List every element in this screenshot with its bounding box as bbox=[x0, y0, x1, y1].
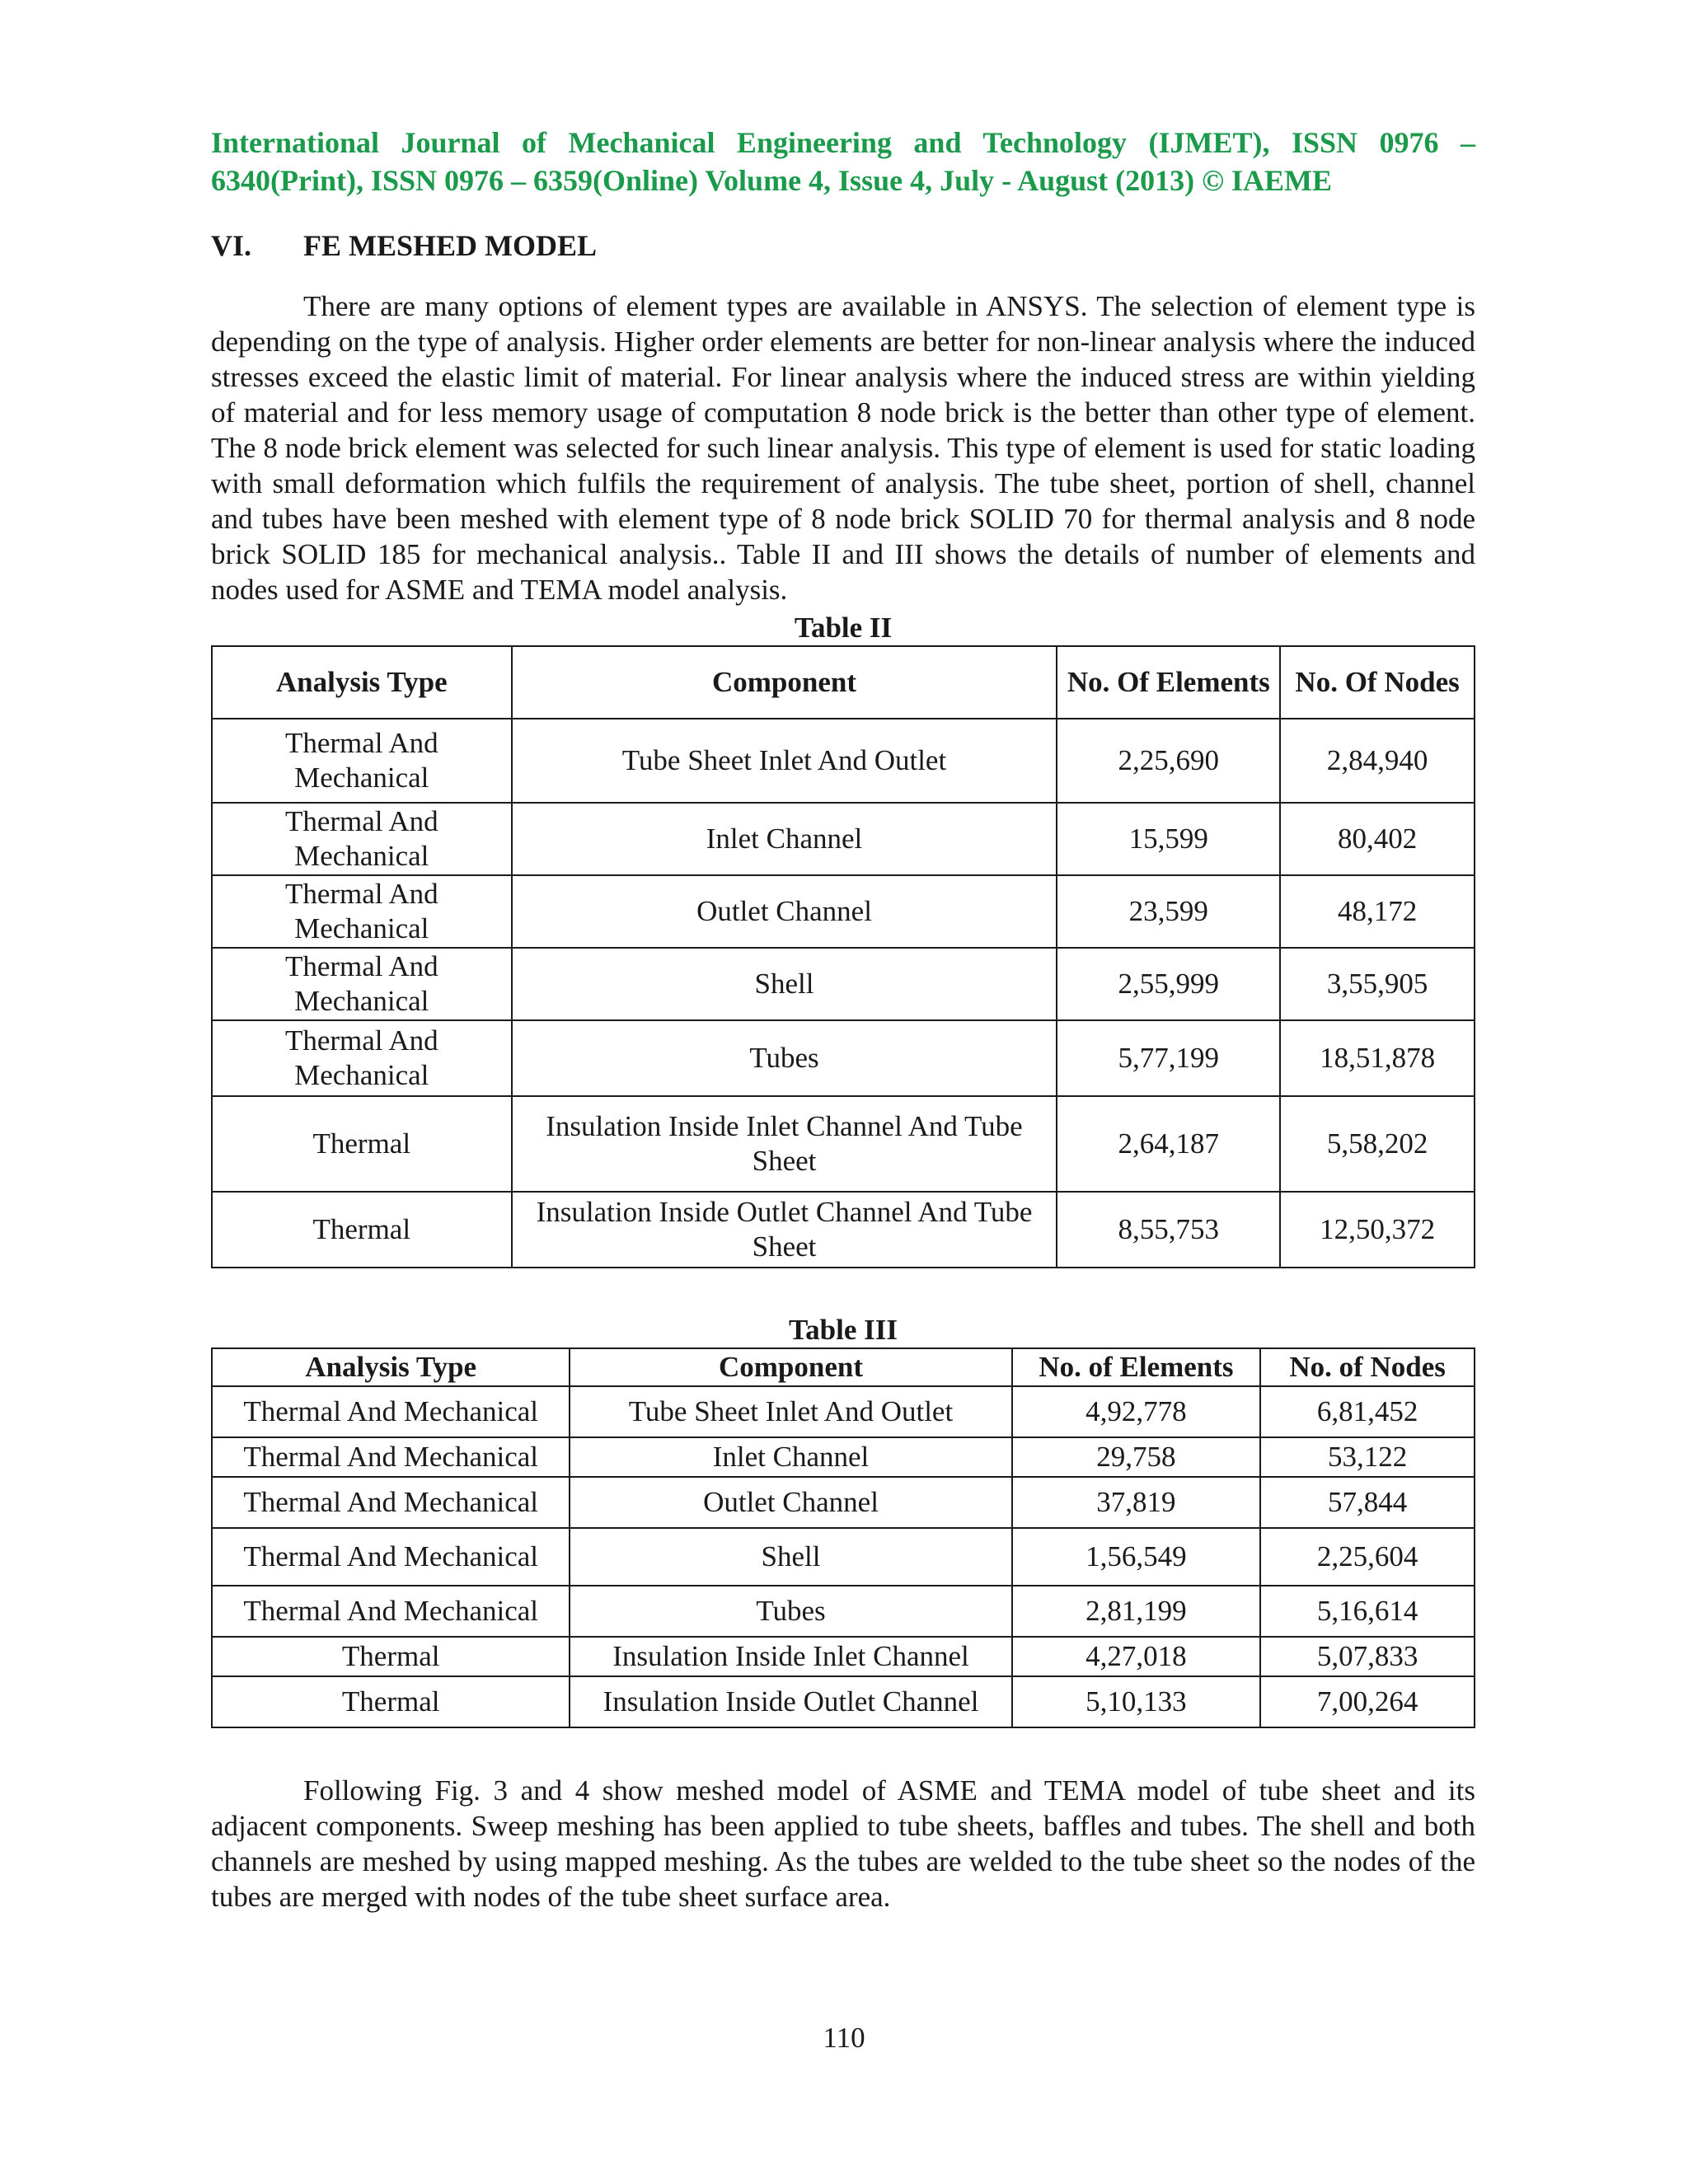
table2-cell-nodes: 48,172 bbox=[1280, 875, 1475, 948]
table-row bbox=[212, 1096, 1475, 1192]
table3-cell-elements: 4,92,778 bbox=[1012, 1386, 1261, 1437]
table3-header-row bbox=[212, 1348, 1475, 1386]
table3-cell-component: Tube Sheet Inlet And Outlet bbox=[570, 1386, 1011, 1437]
table-row bbox=[212, 1477, 1475, 1528]
table-row bbox=[212, 1528, 1475, 1586]
table3-cell-elements: 5,10,133 bbox=[1012, 1676, 1261, 1727]
table-spacer bbox=[211, 1728, 1475, 1773]
table2-cell-nodes: 5,58,202 bbox=[1280, 1096, 1475, 1192]
table3-cell-elements: 2,81,199 bbox=[1012, 1586, 1261, 1637]
table2-cell-elements: 2,55,999 bbox=[1057, 948, 1280, 1020]
table2-cell-analysis: Thermal And Mechanical bbox=[212, 803, 512, 875]
table3-header-analysis: Analysis Type bbox=[212, 1348, 570, 1386]
table3-cell-component: Shell bbox=[570, 1528, 1011, 1586]
table3-header-nodes: No. of Nodes bbox=[1260, 1348, 1475, 1386]
table3-cell-nodes: 5,16,614 bbox=[1260, 1586, 1475, 1637]
table2-cell-component: Outlet Channel bbox=[512, 875, 1057, 948]
table3-cell-component: Inlet Channel bbox=[570, 1437, 1011, 1477]
table2-cell-analysis: Thermal And Mechanical bbox=[212, 719, 512, 803]
page-number: 110 bbox=[823, 2022, 865, 2054]
table3-cell-analysis: Thermal bbox=[212, 1676, 570, 1727]
table2-cell-elements: 2,64,187 bbox=[1057, 1096, 1280, 1192]
table3-cell-elements: 4,27,018 bbox=[1012, 1637, 1261, 1676]
table2-header-component: Component bbox=[512, 646, 1057, 719]
table3-cell-nodes: 6,81,452 bbox=[1260, 1386, 1475, 1437]
table3-header-component: Component bbox=[570, 1348, 1011, 1386]
table3-cell-nodes: 57,844 bbox=[1260, 1477, 1475, 1528]
table-row bbox=[212, 1020, 1475, 1096]
table3-cell-component: Insulation Inside Inlet Channel bbox=[570, 1637, 1011, 1676]
table3-cell-nodes: 5,07,833 bbox=[1260, 1637, 1475, 1676]
table-row bbox=[212, 1192, 1475, 1268]
table-row bbox=[212, 1637, 1475, 1676]
table-row bbox=[212, 948, 1475, 1020]
table2-cell-elements: 15,599 bbox=[1057, 803, 1280, 875]
table2-header-row bbox=[212, 646, 1475, 719]
table-row bbox=[212, 875, 1475, 948]
table-row bbox=[212, 1586, 1475, 1637]
table2-cell-elements: 8,55,753 bbox=[1057, 1192, 1280, 1268]
table3-cell-elements: 1,56,549 bbox=[1012, 1528, 1261, 1586]
table2-cell-elements: 2,25,690 bbox=[1057, 719, 1280, 803]
table3-cell-analysis: Thermal And Mechanical bbox=[212, 1586, 570, 1637]
table2-cell-component: Shell bbox=[512, 948, 1057, 1020]
closing-paragraph: Following Fig. 3 and 4 show meshed model of ASME and TEMA model of tube sheet and its adjacent components. Sweep meshing has been applied to tube sheets, baffles and tubes. The shell and both channels are meshed by using mapped meshing. As the tubes are welded to the tube sheet so the nodes of the tubes are merged with nodes of the tube sheet surface area. bbox=[211, 1774, 1475, 1913]
table2-caption: Table II bbox=[794, 612, 893, 644]
table3-cell-analysis: Thermal And Mechanical bbox=[212, 1437, 570, 1477]
intro-paragraph: There are many options of element types are available in ANSYS. The selection of element type is depending on the type of analysis. Higher order elements are better for non-linear analysis where the induced stresses exceed the elastic limit of material. For linear analysis where the induced stress are within yielding of material and for less memory usage of computation 8 node brick is the better than other type of element. The 8 node brick element was selected for such linear analysis. This type of element is used for static loading with small deformation which fulfils the requirement of analysis. The tube sheet, portion of shell, channel and tubes have been meshed with element type of 8 node brick SOLID 70 for thermal analysis and 8 node brick SOLID 185 for mechanical analysis.. Table II and III shows the details of number of elements and nodes used for ASME and TEMA model analysis. bbox=[211, 290, 1475, 606]
table3-caption: Table III bbox=[789, 1314, 898, 1346]
table2-cell-component: Tubes bbox=[512, 1020, 1057, 1096]
section-heading bbox=[211, 227, 1475, 264]
table-row bbox=[212, 719, 1475, 803]
table2-cell-nodes: 12,50,372 bbox=[1280, 1192, 1475, 1268]
table3-cell-analysis: Thermal And Mechanical bbox=[212, 1528, 570, 1586]
table2-header-analysis: Analysis Type bbox=[212, 646, 512, 719]
table3-cell-component: Outlet Channel bbox=[570, 1477, 1011, 1528]
table3-header-elements: No. of Elements bbox=[1012, 1348, 1261, 1386]
table2-header-nodes: No. Of Nodes bbox=[1280, 646, 1475, 719]
table3-cell-analysis: Thermal And Mechanical bbox=[212, 1386, 570, 1437]
table2-cell-analysis: Thermal bbox=[212, 1096, 512, 1192]
table2-cell-component: Insulation Inside Outlet Channel And Tube Sheet bbox=[512, 1192, 1057, 1268]
table3-cell-component: Tubes bbox=[570, 1586, 1011, 1637]
table-spacer bbox=[211, 1268, 1475, 1310]
table2-cell-elements: 5,77,199 bbox=[1057, 1020, 1280, 1096]
table2-cell-component: Tube Sheet Inlet And Outlet bbox=[512, 719, 1057, 803]
table2-cell-analysis: Thermal And Mechanical bbox=[212, 875, 512, 948]
table2-cell-nodes: 2,84,940 bbox=[1280, 719, 1475, 803]
journal-header: International Journal of Mechanical Engineering and Technology (IJMET), ISSN 0976 – 6340(Print), ISSN 0976 – 6359(Online) Volume 4, Issue 4, July - August (2013) © IAEME bbox=[211, 126, 1475, 197]
table2-cell-nodes: 18,51,878 bbox=[1280, 1020, 1475, 1096]
table3-cell-elements: 37,819 bbox=[1012, 1477, 1261, 1528]
table3-cell-elements: 29,758 bbox=[1012, 1437, 1261, 1477]
table3 bbox=[211, 1347, 1475, 1728]
table3-cell-analysis: Thermal bbox=[212, 1637, 570, 1676]
section-number: VI. bbox=[211, 229, 252, 262]
table2-cell-analysis: Thermal bbox=[212, 1192, 512, 1268]
table-row bbox=[212, 803, 1475, 875]
section-title: FE MESHED MODEL bbox=[303, 229, 598, 262]
table2-cell-analysis: Thermal And Mechanical bbox=[212, 948, 512, 1020]
page-content bbox=[211, 124, 1475, 1915]
table-row bbox=[212, 1676, 1475, 1727]
table2-cell-elements: 23,599 bbox=[1057, 875, 1280, 948]
table-row bbox=[212, 1386, 1475, 1437]
table3-cell-component: Insulation Inside Outlet Channel bbox=[570, 1676, 1011, 1727]
table3-cell-analysis: Thermal And Mechanical bbox=[212, 1477, 570, 1528]
table-row bbox=[212, 1437, 1475, 1477]
table3-cell-nodes: 53,122 bbox=[1260, 1437, 1475, 1477]
table2-cell-nodes: 80,402 bbox=[1280, 803, 1475, 875]
table3-cell-nodes: 7,00,264 bbox=[1260, 1676, 1475, 1727]
table2-header-elements: No. Of Elements bbox=[1057, 646, 1280, 719]
table2-cell-component: Insulation Inside Inlet Channel And Tube Sheet bbox=[512, 1096, 1057, 1192]
table2-cell-component: Inlet Channel bbox=[512, 803, 1057, 875]
table2-cell-analysis: Thermal And Mechanical bbox=[212, 1020, 512, 1096]
table2-cell-nodes: 3,55,905 bbox=[1280, 948, 1475, 1020]
table2 bbox=[211, 645, 1475, 1268]
table3-cell-nodes: 2,25,604 bbox=[1260, 1528, 1475, 1586]
